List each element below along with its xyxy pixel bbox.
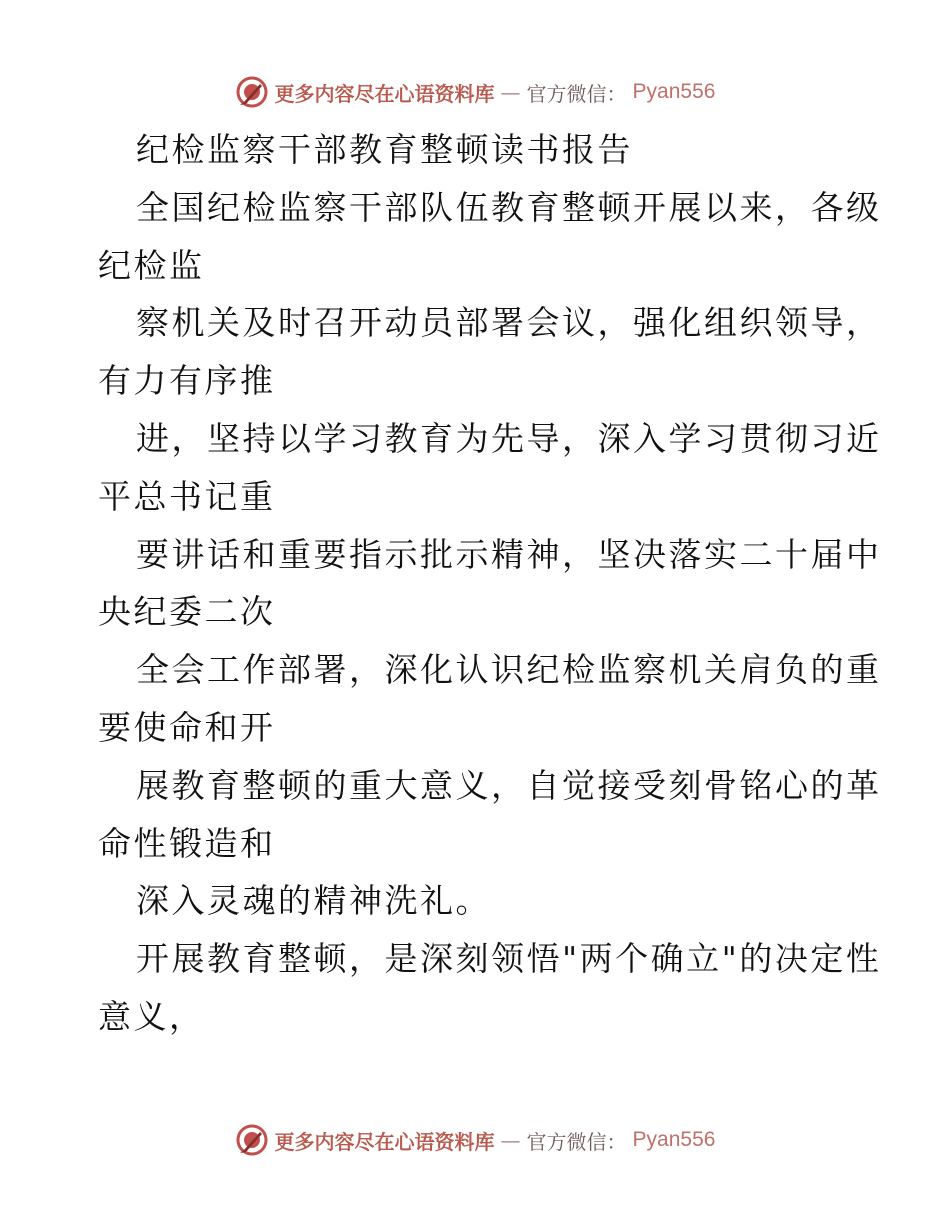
pen-logo-icon bbox=[235, 1123, 269, 1157]
banner-wechat-label: 官方微信： bbox=[526, 81, 627, 106]
banner-slogan: 更多内容尽在心语资料库 bbox=[274, 1129, 495, 1154]
header-watermark-banner bbox=[0, 72, 950, 112]
banner-wechat-id: Pyan556 bbox=[632, 80, 716, 103]
banner-separator: — bbox=[500, 1128, 521, 1152]
text-line: 开展教育整顿，是深刻领悟"两个确立"的决定性 bbox=[136, 939, 882, 979]
document-body bbox=[98, 121, 882, 1046]
text-line: 深入灵魂的精神洗礼。 bbox=[136, 881, 491, 921]
banner-wechat-label: 官方微信： bbox=[526, 1129, 627, 1154]
text-line: 命性锻造和 bbox=[98, 823, 276, 863]
text-line: 央纪委二次 bbox=[98, 592, 276, 632]
text-line: 展教育整顿的重大意义，自觉接受刻骨铭心的革 bbox=[136, 765, 882, 805]
banner-separator: — bbox=[500, 80, 521, 104]
text-line: 意义， bbox=[98, 996, 205, 1036]
text-line: 要讲话和重要指示批示精神，坚决落实二十届中 bbox=[136, 534, 882, 574]
text-line: 平总书记重 bbox=[98, 476, 276, 516]
text-line: 要使命和开 bbox=[98, 707, 276, 747]
footer-watermark-banner bbox=[0, 1120, 950, 1160]
text-line: 全国纪检监察干部队伍教育整顿开展以来，各级 bbox=[136, 187, 882, 227]
text-line: 全会工作部署，深化认识纪检监察机关肩负的重 bbox=[136, 650, 882, 690]
text-line: 进，坚持以学习教育为先导，深入学习贯彻习近 bbox=[136, 418, 882, 458]
text-line: 有力有序推 bbox=[98, 361, 276, 401]
pen-logo-icon bbox=[235, 75, 269, 109]
banner-wechat-id: Pyan556 bbox=[632, 1128, 716, 1151]
text-line: 纪检监 bbox=[98, 245, 205, 285]
document-title: 纪检监察干部教育整顿读书报告 bbox=[136, 130, 633, 169]
text-line: 察机关及时召开动员部署会议，强化组织领导， bbox=[136, 303, 882, 343]
banner-slogan: 更多内容尽在心语资料库 bbox=[274, 81, 495, 106]
